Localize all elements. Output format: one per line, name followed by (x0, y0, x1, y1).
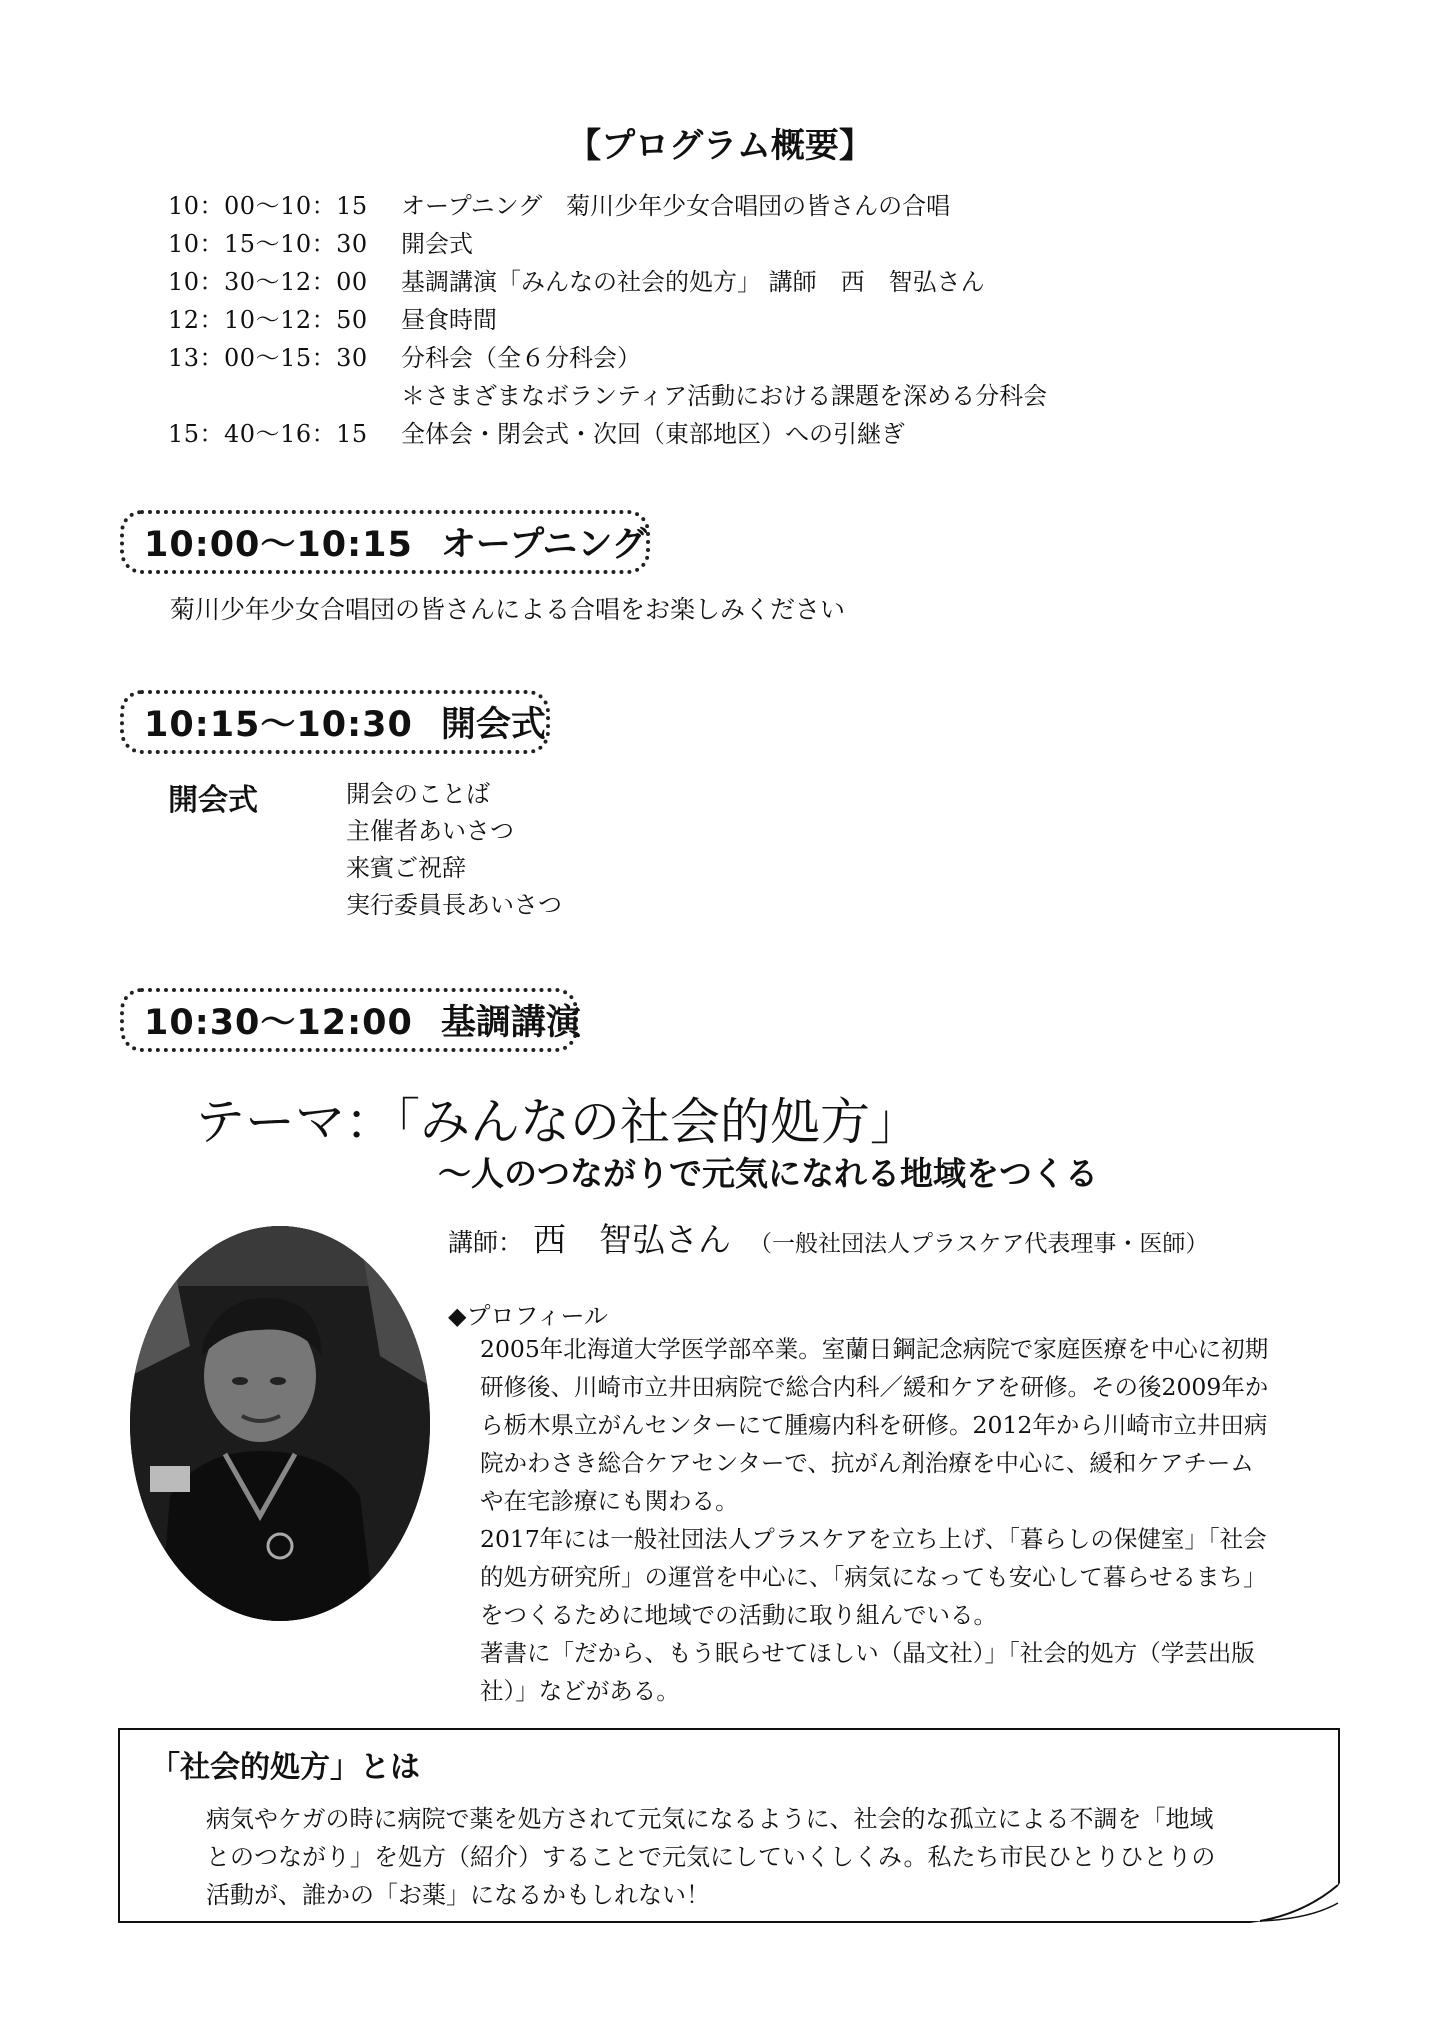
schedule-row (168, 222, 1047, 260)
schedule-row (168, 336, 1047, 374)
schedule-desc: 分科会（全６分科会） (401, 343, 641, 372)
profile-line: 2017年には一般社団法人プラスケアを立ち上げ、「暮らしの保健室」「社会 (480, 1525, 1267, 1553)
ceremony-item: 来賓ご祝辞 (346, 854, 466, 882)
schedule-list (168, 184, 1047, 450)
profile-line: 2005年北海道大学医学部卒業。室蘭日鋼記念病院で家庭医療を中心に初期 (480, 1335, 1269, 1363)
schedule-desc: ＊さまざまなボランティア活動における課題を深める分科会 (401, 381, 1048, 410)
schedule-time: 13：00〜15：30 (168, 343, 368, 372)
lecturer-label: 講師： (448, 1228, 524, 1257)
ceremony-label: 開会式 (168, 783, 258, 818)
schedule-time: 10：00〜10：15 (168, 191, 368, 220)
lecturer-photo (130, 1226, 430, 1621)
profile-line: 社）」などがある。 (480, 1677, 680, 1705)
ceremony-header-label: 開会式 (440, 705, 546, 745)
profile-label: ◆プロフィール (448, 1302, 609, 1330)
definition-line: とのつながり」を処方（紹介）することで元気にしていくしくみ。私たち市民ひとりひとりの (206, 1842, 1216, 1871)
ceremony-items (346, 773, 562, 921)
opening-text: 菊川少年少女合唱団の皆さんによる合唱をお楽しみください (170, 595, 846, 624)
schedule-time: 15：40〜16：15 (168, 419, 368, 448)
profile-text (480, 1328, 1268, 1708)
schedule-desc: 全体会・閉会式・次回（東部地区）への引継ぎ (401, 419, 905, 448)
profile-line: 的処方研究所」の運営を中心に、「病気になっても安心して暮らせるまち」 (480, 1563, 1267, 1591)
overview-title: 【プログラム概要】 (567, 126, 873, 166)
schedule-row (168, 260, 1047, 298)
schedule-time: 12：10〜12：50 (168, 305, 368, 334)
page-curl-corner (1250, 1883, 1340, 1923)
schedule-desc: 開会式 (401, 229, 473, 258)
schedule-row (168, 184, 1047, 222)
ceremony-item: 実行委員長あいさつ (346, 891, 562, 919)
schedule-row (168, 298, 1047, 336)
definition-text (206, 1797, 1215, 1911)
schedule-row (168, 412, 1047, 450)
ceremony-item: 開会のことば (346, 780, 490, 808)
profile-line: 院かわさき総合ケアセンターで、抗がん剤治療を中心に、緩和ケアチーム (480, 1449, 1254, 1477)
profile-line: 著書に「だから、もう眠らせてほしい（晶文社）」「社会的処方（学芸出版 (480, 1639, 1255, 1667)
ceremony-header-time: 10:15〜10:30 (144, 705, 413, 745)
definition-title: 「社会的処方」とは (150, 1750, 420, 1785)
keynote-subtitle: 〜人のつながりで元気になれる地域をつくる (438, 1154, 1098, 1193)
keynote-header-label: 基調講演 (440, 1003, 581, 1043)
schedule-time: 10：15〜10：30 (168, 229, 368, 258)
schedule-row (168, 374, 1047, 412)
definition-line: 活動が、誰かの「お薬」になるかもしれない！ (206, 1880, 710, 1909)
keynote-header (120, 988, 581, 1052)
ceremony-header (120, 690, 550, 754)
keynote-header-time: 10:30〜12:00 (144, 1003, 413, 1043)
definition-line: 病気やケガの時に病院で薬を処方されて元気になるように、社会的な孤立による不調を「地域 (206, 1804, 1214, 1833)
schedule-desc: 基調講演「みんなの社会的処方」 講師 西 智弘さん (401, 267, 985, 296)
lecturer-name: 西 智弘さん (533, 1220, 732, 1259)
profile-line: 研修後、川崎市立井田病院で総合内科／緩和ケアを研修。その後2009年か (480, 1373, 1269, 1401)
lecturer-title: （一般社団法人プラスケア代表理事・医師） (749, 1231, 1209, 1257)
schedule-desc: 昼食時間 (401, 305, 497, 334)
opening-header (120, 510, 650, 574)
ceremony-item: 主催者あいさつ (346, 817, 514, 845)
lecturer-line (448, 1214, 1208, 1261)
keynote-theme: テーマ：「みんなの社会的処方」 (195, 1093, 920, 1151)
profile-line: ら栃木県立がんセンターにて腫瘍内科を研修。2012年から川崎市立井田病 (480, 1411, 1268, 1439)
profile-line: や在宅診療にも関わる。 (480, 1487, 739, 1515)
schedule-time: 10：30〜12：00 (168, 267, 368, 296)
profile-line: をつくるために地域での活動に取り組んでいる。 (480, 1601, 997, 1629)
schedule-desc: オープニング 菊川少年少女合唱団の皆さんの合唱 (401, 191, 951, 220)
lecturer-photo-image (130, 1226, 430, 1621)
opening-header-label: オープニング (440, 525, 647, 565)
opening-header-time: 10:00〜10:15 (144, 525, 413, 565)
